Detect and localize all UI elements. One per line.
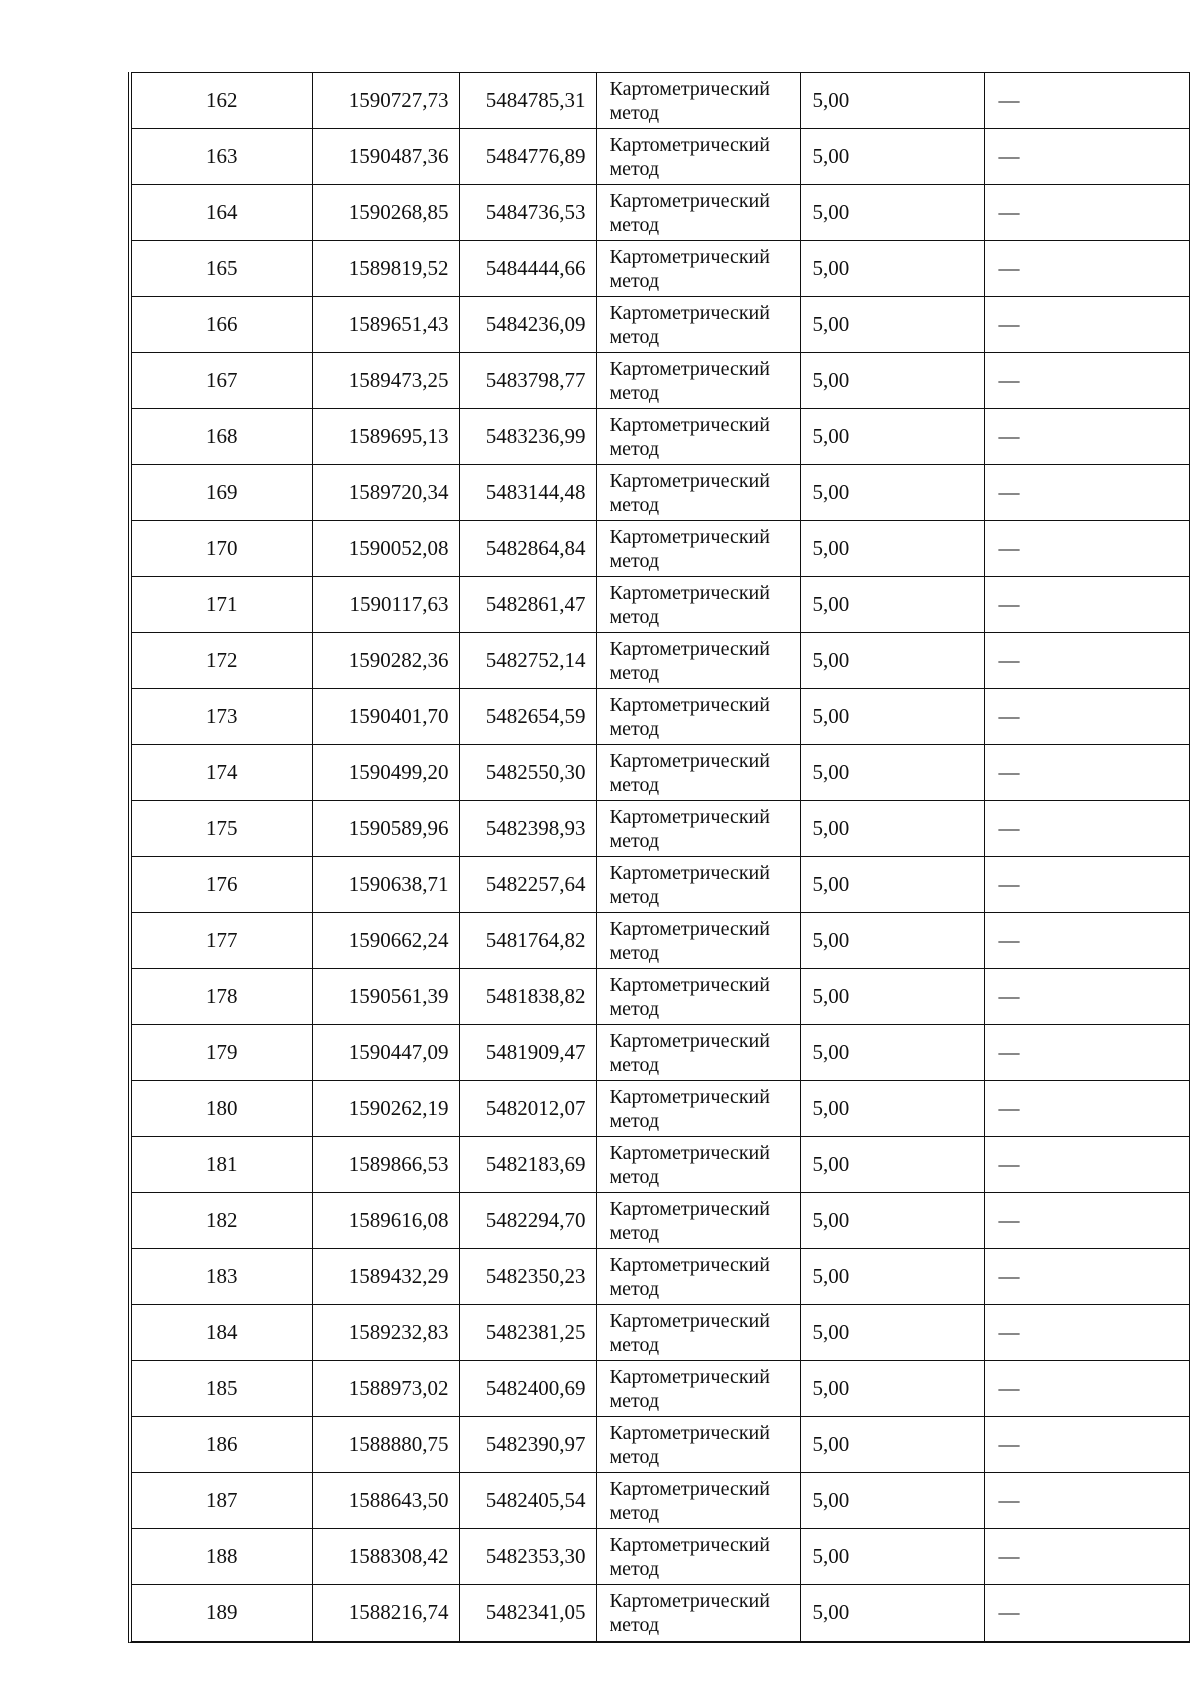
note-dash: — <box>984 801 1189 857</box>
method-line-1: Картометрический <box>609 1309 770 1332</box>
method-line-2: метод <box>609 381 660 404</box>
note-dash: — <box>984 465 1189 521</box>
coordinate-x: 1589695,13 <box>312 409 459 465</box>
coordinate-x: 1589232,83 <box>312 1305 459 1361</box>
point-number: 168 <box>132 409 312 465</box>
coordinate-x: 1590447,09 <box>312 1025 459 1081</box>
coordinate-x: 1590727,73 <box>312 73 459 129</box>
note-dash: — <box>984 857 1189 913</box>
method-line-1: Картометрический <box>609 133 770 156</box>
method-line-2: метод <box>609 269 660 292</box>
coordinate-x: 1589616,08 <box>312 1193 459 1249</box>
point-number: 185 <box>132 1361 312 1417</box>
point-number: 166 <box>132 297 312 353</box>
table-row <box>132 297 1189 353</box>
method-line-2: метод <box>609 1053 660 1076</box>
method-cell <box>596 857 800 913</box>
accuracy-value: 5,00 <box>800 409 984 465</box>
coordinate-x: 1590638,71 <box>312 857 459 913</box>
coordinate-x: 1590262,19 <box>312 1081 459 1137</box>
method-line-1: Картометрический <box>609 1197 770 1220</box>
point-number: 169 <box>132 465 312 521</box>
coordinate-x: 1589720,34 <box>312 465 459 521</box>
note-dash: — <box>984 241 1189 297</box>
method-line-1: Картометрический <box>609 749 770 772</box>
note-dash: — <box>984 577 1189 633</box>
method-cell <box>596 129 800 185</box>
method-line-1: Картометрический <box>609 1253 770 1276</box>
method-line-1: Картометрический <box>609 805 770 828</box>
point-number: 178 <box>132 969 312 1025</box>
note-dash: — <box>984 409 1189 465</box>
point-number: 189 <box>132 1585 312 1641</box>
table-row <box>132 1305 1189 1361</box>
coordinate-x: 1588643,50 <box>312 1473 459 1529</box>
coordinates-table-frame <box>128 72 1190 1643</box>
accuracy-value: 5,00 <box>800 801 984 857</box>
accuracy-value: 5,00 <box>800 521 984 577</box>
note-dash: — <box>984 521 1189 577</box>
method-line-1: Картометрический <box>609 1365 770 1388</box>
coordinate-x: 1589819,52 <box>312 241 459 297</box>
method-cell <box>596 353 800 409</box>
method-cell <box>596 73 800 129</box>
method-cell <box>596 241 800 297</box>
coordinate-y: 5484444,66 <box>459 241 596 297</box>
method-line-1: Картометрический <box>609 973 770 996</box>
accuracy-value: 5,00 <box>800 689 984 745</box>
method-cell <box>596 745 800 801</box>
table-row <box>132 1585 1189 1641</box>
point-number: 177 <box>132 913 312 969</box>
accuracy-value: 5,00 <box>800 353 984 409</box>
method-line-1: Картометрический <box>609 77 770 100</box>
point-number: 167 <box>132 353 312 409</box>
method-line-2: метод <box>609 717 660 740</box>
coordinate-y: 5482183,69 <box>459 1137 596 1193</box>
coordinate-y: 5484236,09 <box>459 297 596 353</box>
method-cell <box>596 1137 800 1193</box>
method-cell <box>596 1249 800 1305</box>
method-cell <box>596 521 800 577</box>
method-line-1: Картометрический <box>609 693 770 716</box>
coordinate-y: 5482294,70 <box>459 1193 596 1249</box>
method-line-1: Картометрический <box>609 581 770 604</box>
point-number: 173 <box>132 689 312 745</box>
accuracy-value: 5,00 <box>800 185 984 241</box>
method-line-2: метод <box>609 1557 660 1580</box>
table-row <box>132 633 1189 689</box>
accuracy-value: 5,00 <box>800 913 984 969</box>
table-row <box>132 1025 1189 1081</box>
table-row <box>132 129 1189 185</box>
note-dash: — <box>984 969 1189 1025</box>
point-number: 179 <box>132 1025 312 1081</box>
accuracy-value: 5,00 <box>800 73 984 129</box>
note-dash: — <box>984 1193 1189 1249</box>
table-row <box>132 409 1189 465</box>
coordinate-x: 1589866,53 <box>312 1137 459 1193</box>
coordinate-x: 1588880,75 <box>312 1417 459 1473</box>
accuracy-value: 5,00 <box>800 1025 984 1081</box>
method-cell <box>596 1529 800 1585</box>
accuracy-value: 5,00 <box>800 1473 984 1529</box>
method-cell <box>596 633 800 689</box>
method-cell <box>596 913 800 969</box>
accuracy-value: 5,00 <box>800 969 984 1025</box>
point-number: 164 <box>132 185 312 241</box>
coordinate-y: 5481764,82 <box>459 913 596 969</box>
method-cell <box>596 1305 800 1361</box>
method-line-1: Картометрический <box>609 525 770 548</box>
note-dash: — <box>984 1249 1189 1305</box>
coordinate-y: 5483144,48 <box>459 465 596 521</box>
table-row <box>132 745 1189 801</box>
accuracy-value: 5,00 <box>800 465 984 521</box>
coordinate-y: 5484776,89 <box>459 129 596 185</box>
method-cell <box>596 577 800 633</box>
point-number: 175 <box>132 801 312 857</box>
point-number: 171 <box>132 577 312 633</box>
method-cell <box>596 1585 800 1641</box>
method-line-1: Картометрический <box>609 1085 770 1108</box>
method-cell <box>596 1081 800 1137</box>
method-line-2: метод <box>609 605 660 628</box>
point-number: 188 <box>132 1529 312 1585</box>
coordinate-y: 5484736,53 <box>459 185 596 241</box>
accuracy-value: 5,00 <box>800 1585 984 1641</box>
point-number: 186 <box>132 1417 312 1473</box>
coordinate-x: 1588216,74 <box>312 1585 459 1641</box>
coordinate-y: 5482398,93 <box>459 801 596 857</box>
accuracy-value: 5,00 <box>800 1137 984 1193</box>
note-dash: — <box>984 297 1189 353</box>
coordinate-x: 1590282,36 <box>312 633 459 689</box>
method-line-2: метод <box>609 101 660 124</box>
method-line-2: метод <box>609 437 660 460</box>
method-line-1: Картометрический <box>609 1589 770 1612</box>
coordinate-x: 1589473,25 <box>312 353 459 409</box>
coordinate-x: 1590499,20 <box>312 745 459 801</box>
point-number: 187 <box>132 1473 312 1529</box>
method-line-2: метод <box>609 157 660 180</box>
coordinate-x: 1590561,39 <box>312 969 459 1025</box>
coordinate-y: 5482550,30 <box>459 745 596 801</box>
coordinate-y: 5482752,14 <box>459 633 596 689</box>
accuracy-value: 5,00 <box>800 297 984 353</box>
point-number: 182 <box>132 1193 312 1249</box>
method-cell <box>596 969 800 1025</box>
note-dash: — <box>984 1529 1189 1585</box>
coordinate-y: 5482012,07 <box>459 1081 596 1137</box>
coordinate-x: 1590487,36 <box>312 129 459 185</box>
note-dash: — <box>984 353 1189 409</box>
table-row <box>132 73 1189 129</box>
coordinate-y: 5481838,82 <box>459 969 596 1025</box>
method-line-2: метод <box>609 1445 660 1468</box>
method-line-2: метод <box>609 1613 660 1636</box>
coordinate-x: 1588973,02 <box>312 1361 459 1417</box>
coordinate-y: 5482405,54 <box>459 1473 596 1529</box>
note-dash: — <box>984 1025 1189 1081</box>
method-line-2: метод <box>609 941 660 964</box>
method-line-1: Картометрический <box>609 301 770 324</box>
table-row <box>132 1193 1189 1249</box>
note-dash: — <box>984 129 1189 185</box>
method-line-2: метод <box>609 1501 660 1524</box>
method-line-1: Картометрический <box>609 1533 770 1556</box>
method-line-2: метод <box>609 1109 660 1132</box>
method-line-1: Картометрический <box>609 1029 770 1052</box>
point-number: 181 <box>132 1137 312 1193</box>
method-line-1: Картометрический <box>609 469 770 492</box>
point-number: 162 <box>132 73 312 129</box>
method-line-1: Картометрический <box>609 917 770 940</box>
point-number: 170 <box>132 521 312 577</box>
table-row <box>132 353 1189 409</box>
method-line-2: метод <box>609 773 660 796</box>
coordinate-y: 5482654,59 <box>459 689 596 745</box>
accuracy-value: 5,00 <box>800 1081 984 1137</box>
coordinate-y: 5482390,97 <box>459 1417 596 1473</box>
note-dash: — <box>984 1305 1189 1361</box>
table-row <box>132 465 1189 521</box>
table-row <box>132 913 1189 969</box>
method-line-2: метод <box>609 1221 660 1244</box>
method-line-2: метод <box>609 1277 660 1300</box>
coordinate-x: 1589651,43 <box>312 297 459 353</box>
method-line-2: метод <box>609 493 660 516</box>
coordinate-y: 5482350,23 <box>459 1249 596 1305</box>
coordinate-y: 5482341,05 <box>459 1585 596 1641</box>
accuracy-value: 5,00 <box>800 129 984 185</box>
method-line-1: Картометрический <box>609 189 770 212</box>
note-dash: — <box>984 1361 1189 1417</box>
point-number: 174 <box>132 745 312 801</box>
table-row <box>132 1417 1189 1473</box>
table-row <box>132 1137 1189 1193</box>
note-dash: — <box>984 1081 1189 1137</box>
method-cell <box>596 1361 800 1417</box>
table-row <box>132 857 1189 913</box>
method-cell <box>596 297 800 353</box>
method-cell <box>596 1473 800 1529</box>
accuracy-value: 5,00 <box>800 1305 984 1361</box>
accuracy-value: 5,00 <box>800 1529 984 1585</box>
note-dash: — <box>984 689 1189 745</box>
accuracy-value: 5,00 <box>800 745 984 801</box>
coordinate-x: 1590662,24 <box>312 913 459 969</box>
coordinate-y: 5482257,64 <box>459 857 596 913</box>
method-line-2: метод <box>609 549 660 572</box>
method-line-1: Картометрический <box>609 1141 770 1164</box>
coordinate-y: 5482353,30 <box>459 1529 596 1585</box>
coordinate-x: 1590268,85 <box>312 185 459 241</box>
method-line-1: Картометрический <box>609 357 770 380</box>
accuracy-value: 5,00 <box>800 1193 984 1249</box>
coordinate-x: 1590401,70 <box>312 689 459 745</box>
note-dash: — <box>984 1473 1189 1529</box>
method-cell <box>596 409 800 465</box>
point-number: 163 <box>132 129 312 185</box>
accuracy-value: 5,00 <box>800 1417 984 1473</box>
method-cell <box>596 465 800 521</box>
table-row <box>132 1473 1189 1529</box>
coordinate-x: 1589432,29 <box>312 1249 459 1305</box>
coordinate-y: 5483798,77 <box>459 353 596 409</box>
method-line-2: метод <box>609 885 660 908</box>
note-dash: — <box>984 633 1189 689</box>
table-row <box>132 241 1189 297</box>
method-line-1: Картометрический <box>609 637 770 660</box>
accuracy-value: 5,00 <box>800 577 984 633</box>
note-dash: — <box>984 1417 1189 1473</box>
table-row <box>132 185 1189 241</box>
coordinate-y: 5483236,99 <box>459 409 596 465</box>
point-number: 180 <box>132 1081 312 1137</box>
method-cell <box>596 801 800 857</box>
point-number: 184 <box>132 1305 312 1361</box>
point-number: 176 <box>132 857 312 913</box>
accuracy-value: 5,00 <box>800 1361 984 1417</box>
method-cell <box>596 1417 800 1473</box>
coordinate-x: 1588308,42 <box>312 1529 459 1585</box>
coordinates-table-body <box>132 73 1189 1641</box>
coordinate-x: 1590589,96 <box>312 801 459 857</box>
table-row <box>132 689 1189 745</box>
coordinate-x: 1590117,63 <box>312 577 459 633</box>
table-row <box>132 969 1189 1025</box>
accuracy-value: 5,00 <box>800 241 984 297</box>
method-line-2: метод <box>609 1165 660 1188</box>
method-cell <box>596 1025 800 1081</box>
method-line-2: метод <box>609 325 660 348</box>
table-row <box>132 1249 1189 1305</box>
point-number: 183 <box>132 1249 312 1305</box>
method-line-2: метод <box>609 1333 660 1356</box>
method-line-2: метод <box>609 661 660 684</box>
note-dash: — <box>984 1137 1189 1193</box>
method-cell <box>596 689 800 745</box>
table-row <box>132 521 1189 577</box>
accuracy-value: 5,00 <box>800 857 984 913</box>
note-dash: — <box>984 73 1189 129</box>
table-row <box>132 1361 1189 1417</box>
method-line-1: Картометрический <box>609 861 770 884</box>
coordinate-x: 1590052,08 <box>312 521 459 577</box>
method-cell <box>596 1193 800 1249</box>
method-cell <box>596 185 800 241</box>
accuracy-value: 5,00 <box>800 633 984 689</box>
method-line-2: метод <box>609 1389 660 1412</box>
method-line-1: Картометрический <box>609 1477 770 1500</box>
table-row <box>132 577 1189 633</box>
note-dash: — <box>984 185 1189 241</box>
point-number: 172 <box>132 633 312 689</box>
table-row <box>132 801 1189 857</box>
coordinate-y: 5482400,69 <box>459 1361 596 1417</box>
coordinate-y: 5482861,47 <box>459 577 596 633</box>
table-row <box>132 1529 1189 1585</box>
method-line-1: Картометрический <box>609 413 770 436</box>
coordinate-y: 5482381,25 <box>459 1305 596 1361</box>
coordinate-y: 5481909,47 <box>459 1025 596 1081</box>
point-number: 165 <box>132 241 312 297</box>
method-line-2: метод <box>609 997 660 1020</box>
method-line-2: метод <box>609 213 660 236</box>
coordinate-y: 5484785,31 <box>459 73 596 129</box>
accuracy-value: 5,00 <box>800 1249 984 1305</box>
note-dash: — <box>984 745 1189 801</box>
note-dash: — <box>984 913 1189 969</box>
method-line-1: Картометрический <box>609 245 770 268</box>
coordinate-y: 5482864,84 <box>459 521 596 577</box>
note-dash: — <box>984 1585 1189 1641</box>
method-line-2: метод <box>609 829 660 852</box>
table-row <box>132 1081 1189 1137</box>
coordinates-table <box>132 72 1189 1641</box>
method-line-1: Картометрический <box>609 1421 770 1444</box>
